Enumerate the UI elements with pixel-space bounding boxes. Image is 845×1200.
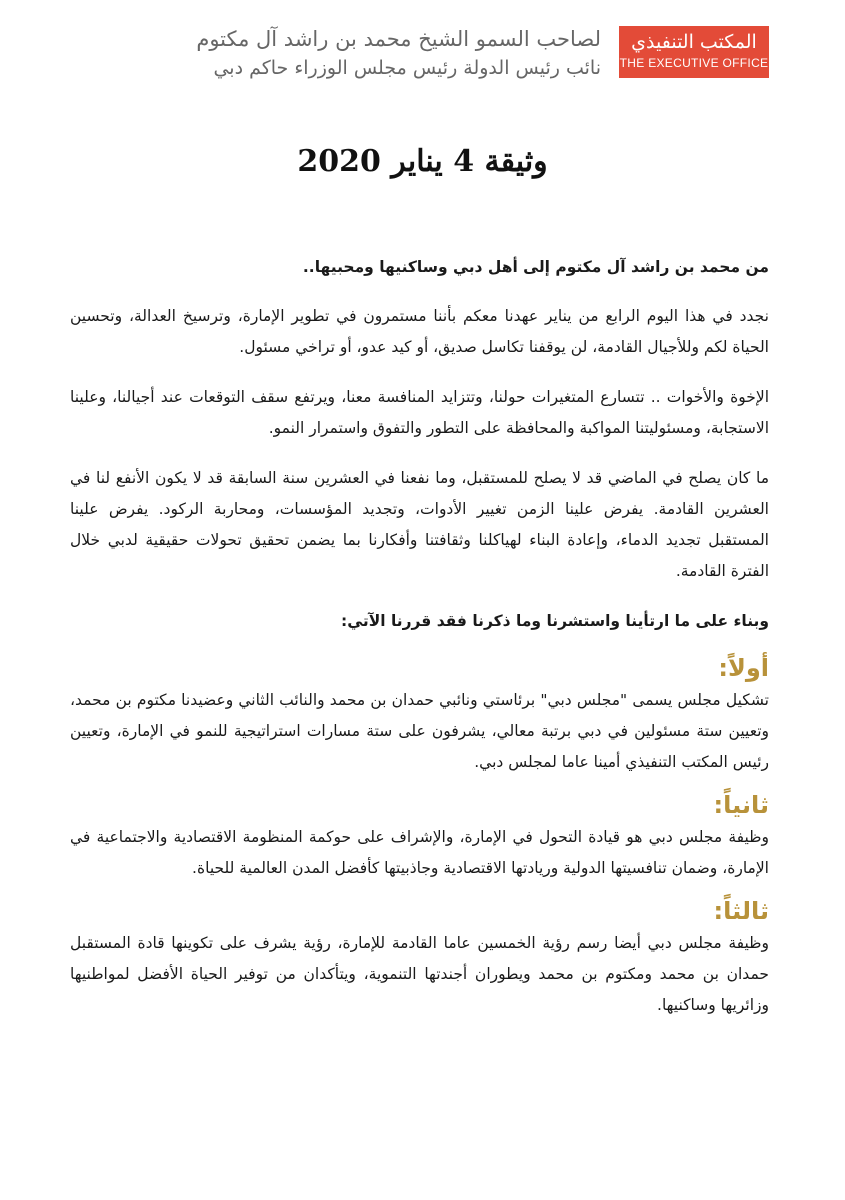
paragraph-future: ما كان يصلح في الماضي قد لا يصلح للمستقبل، وما نفعنا في العشرين سنة السابقة قد لا يكون الأنفع لنا في العشرين القادمة. يفرض علينا الزمن تغيير الأدوات، وتجديد المؤسسات، ومحاربة الركود. يفرض علينا المستقبل تجديد الدماء، وإعادة البناء لهياكلنا وثقافتنا وأفكارنا بما يضمن تحقيق تحولات حقيقية لدبي خلال الفترة القادمة. (70, 469, 769, 580)
document-body (70, 252, 769, 1031)
decision-intro: وبناء على ما ارتأينا واستشرنا وما ذكرنا فقد قررنا الآتي: (341, 612, 769, 630)
section-text-third: وظيفة مجلس دبي أيضا رسم رؤية الخمسين عاما القادمة للإمارة، رؤية يشرف على تكوينها قادة المستقبل حمدان بن محمد ومكتوم بن محمد ويطوران أجندتها التنموية، ويتأكدان من توفير الحياة الأفضل لمواطنيها وزائريها وساكنيها. (70, 934, 769, 1014)
addressee-line: من محمد بن راشد آل مكتوم إلى أهل دبي وساكنيها ومحبيها.. (302, 258, 769, 276)
section-text-second: وظيفة مجلس دبي هو قيادة التحول في الإمارة، والإشراف على حوكمة المنظومة الاقتصادية والاجتماعية في الإمارة، وضمان تنافسيتها الدولية وريادتها الاقتصادية وجاذبيتها كأفضل المدن العالمية للحياة. (70, 828, 769, 877)
document-title: وثيقة 4 يناير 2020 (297, 144, 548, 179)
logo-arabic-text: المكتب التنفيذي (631, 31, 757, 53)
letterhead (70, 22, 769, 92)
executive-office-logo (619, 26, 769, 78)
paragraph-changes: الإخوة والأخوات .. تتسارع المتغيرات حولنا، وتتزايد المنافسة معنا، ويرتفع سقف التوقعات عند أجيالنا، وعلينا الاستجابة، ومسئوليتنا المواكبة والمحافظة على التطور والتفوق واستمرار النمو. (70, 388, 769, 437)
sheikh-name: لصاحب السمو الشيخ محمد بن راشد آل مكتوم (196, 27, 601, 51)
sheikh-title-block (70, 24, 601, 82)
section-heading-second: ثانياً: (713, 791, 769, 819)
paragraph-renewal: نجدد في هذا اليوم الرابع من يناير عهدنا معكم بأننا مستمرون في تطوير الإمارة، وترسيخ العدالة، وتحسين الحياة لكم وللأجيال القادمة، لن يوقفنا تكاسل صديق، أو كيد عدو، أو تراخي مسئول. (70, 307, 769, 356)
section-heading-third: ثالثاً: (713, 897, 769, 925)
logo-english-text: THE EXECUTIVE OFFICE (619, 56, 769, 70)
section-heading-first: أولاً: (718, 654, 769, 682)
section-text-first: تشكيل مجلس يسمى "مجلس دبي" برئاستي ونائبي حمدان بن محمد والنائب الثاني وعضيدنا مكتوم بن محمد، وتعيين ستة مسئولين في دبي برتبة معالي، يشرفون على ستة مسارات استراتيجية للنمو في الإمارة، وتعيين رئيس المكتب التنفيذي أمينا عاما لمجلس دبي. (70, 691, 769, 771)
sheikh-position: نائب رئيس الدولة رئيس مجلس الوزراء حاكم دبي (213, 57, 601, 79)
